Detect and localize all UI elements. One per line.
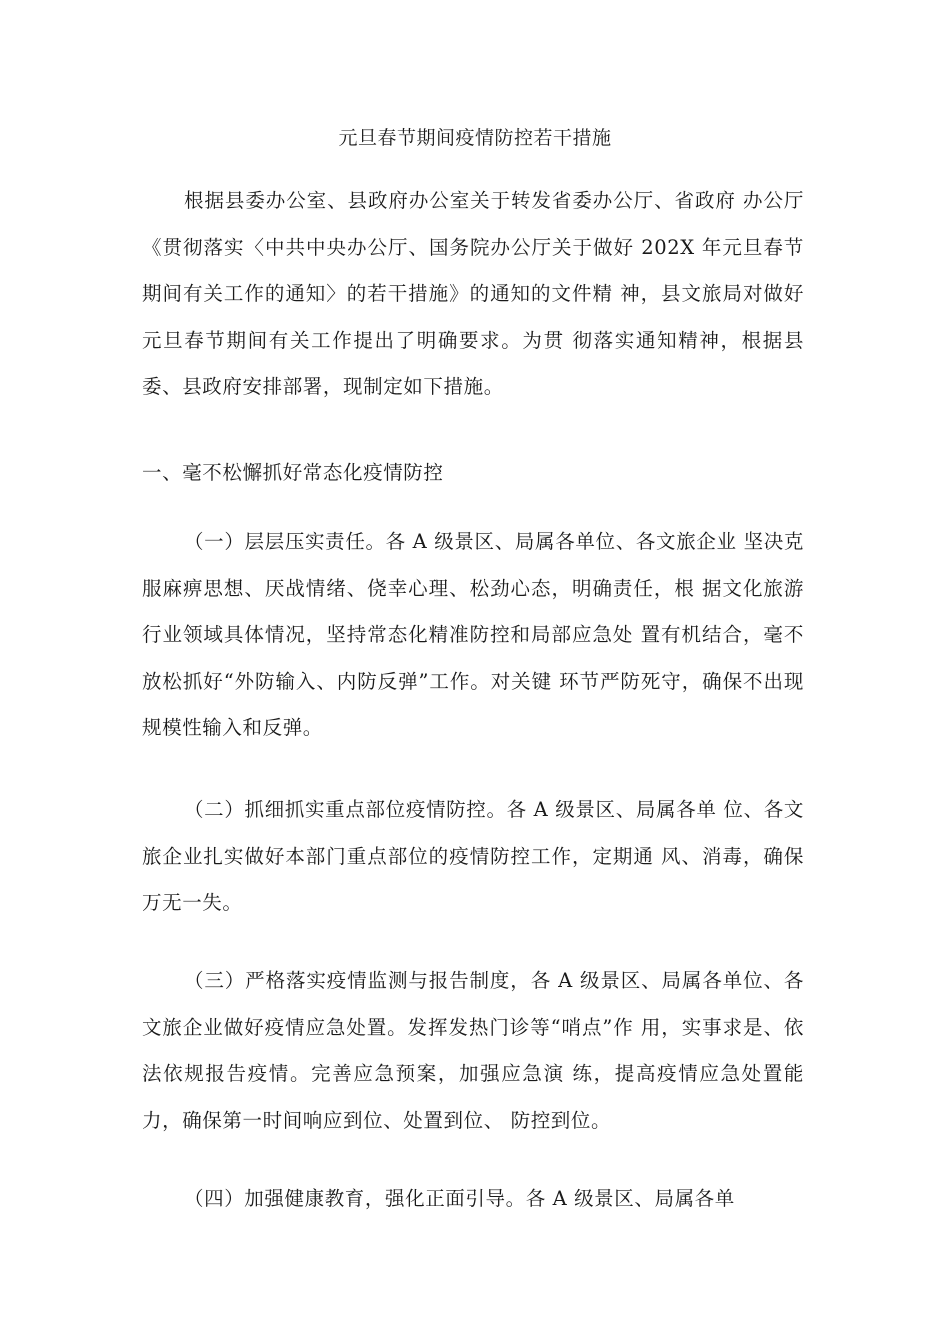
measure-item-2: （二）抓细抓实重点部位疫情防控。各 A 级景区、局属各单 位、各文旅企业扎实做好本部门重点部位的疫情防控工作，定期通 风、消毒，确保万无一失。 bbox=[142, 798, 804, 914]
measure-item-4: （四）加强健康教育，强化正面引导。各 A 级景区、局属各单 bbox=[184, 1187, 735, 1210]
intro-paragraph: 根据县委办公室、县政府办公室关于转发省委办公厅、省政府 办公厅《贯彻落实〈中共中央办公厅、国务院办公厅关于做好 202X 年元旦春节期间有关工作的通知〉的若干措施》的通知的文件精 神，县文旅局对做好元旦春节期间有关工作提出了明确要求。为贯 彻落实通知精神，根据县委、县政府安排部署，现制定如下措施。 bbox=[142, 189, 804, 398]
document-title: 元旦春节期间疫情防控若干措施 bbox=[338, 127, 612, 149]
measure-item-3: （三）严格落实疫情监测与报告制度，各 A 级景区、局属各单位、各文旅企业做好疫情应急处置。发挥发热门诊等“哨点”作 用，实事求是、依法依规报告疫情。完善应急预案，加强应急演 练，提高疫情应急处置能力，确保第一时间响应到位、处置到位、 防控到位。 bbox=[142, 969, 804, 1132]
measure-item-1: （一）层层压实责任。各 A 级景区、局属各单位、各文旅企业 坚决克服麻痹思想、厌战情绪、侥幸心理、松劲心态，明确责任，根 据文化旅游行业领域具体情况，坚持常态化精准防控和局部应急处 置有机结合，毫不放松抓好“外防输入、内防反弹”工作。对关键 环节严防死守，确保不出现规模性输入和反弹。 bbox=[142, 530, 804, 739]
section-heading-1: 一、毫不松懈抓好常态化疫情防控 bbox=[142, 461, 444, 484]
